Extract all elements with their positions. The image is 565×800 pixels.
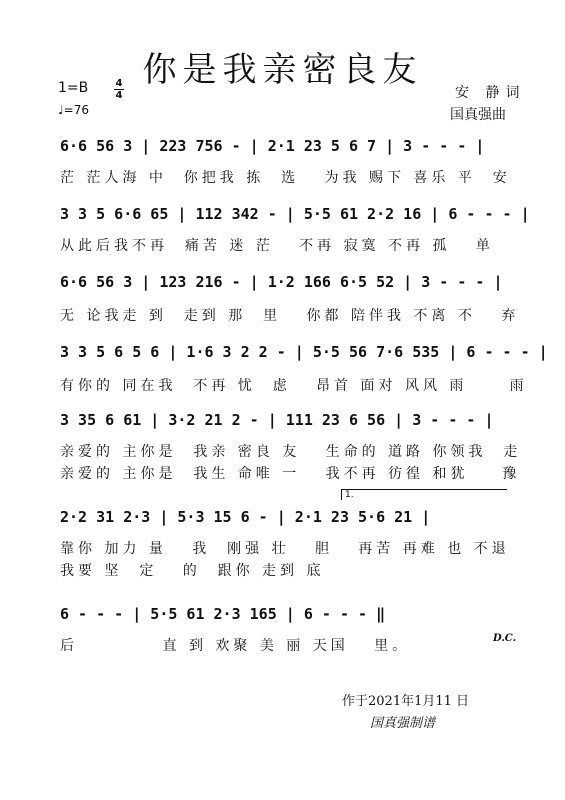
lyric-line: 后 直 到 欢聚 美 丽 天国 里。 bbox=[60, 638, 411, 654]
lyric-line: 从此后我不再 痛苦 迷 茫 不再 寂寞 不再 孤 单 bbox=[60, 238, 494, 254]
time-signature bbox=[114, 78, 124, 101]
notation-line: 6·6 56 3 | 123 216 - | 1·2 166 6·5 52 | 3 - - - | bbox=[60, 273, 503, 291]
notation-line: 3 3 5 6·6 65 | 112 342 - | 5·5 61 2·2 16 | 6 - - - | bbox=[60, 205, 530, 223]
notation-line: 3 3 5 6 5 6 | 1·6 3 2 2 - | 5·5 56 7·6 535 | 6 - - - | bbox=[60, 343, 548, 361]
time-signature-bottom: 4 bbox=[115, 90, 123, 101]
key-signature: 1=B bbox=[58, 80, 89, 96]
lyric-line-verse-1: 亲爱的 主你是 我亲 密良 友 生命的 道路 你领我 走 bbox=[60, 444, 522, 460]
notation-maker-credit: 国真强制谱 bbox=[370, 716, 436, 731]
composer-credit: 国真强曲 bbox=[450, 107, 506, 123]
composition-date: 作于2021年1月11 日 bbox=[342, 694, 470, 709]
lyricist-credit: 安 静词 bbox=[455, 85, 526, 101]
time-signature-top: 4 bbox=[115, 78, 123, 89]
notation-line: 3 35 6 61 | 3·2 21 2 - | 111 23 6 56 | 3 - - - | bbox=[60, 411, 494, 429]
lyric-line-verse-1: 靠你 加力 量 我 刚强 壮 胆 再苦 再难 也 不退 bbox=[60, 541, 510, 557]
lyric-line-verse-2: 我要 坚 定 的 跟你 走到 底 bbox=[60, 563, 325, 579]
lyric-line: 茫 茫人海 中 你把我 拣 选 为我 赐下 喜乐 平 安 bbox=[60, 170, 511, 186]
song-title: 你是我亲密良友 bbox=[142, 50, 423, 90]
notation-line: 2·2 31 2·3 | 5·3 15 6 - | 2·1 23 5·6 21 | bbox=[60, 508, 431, 526]
lyric-line-verse-2: 亲爱的 主你是 我生 命唯 一 我不再 彷徨 和犹 豫 bbox=[60, 466, 521, 482]
lyric-line: 无 论我走 到 走到 那 里 你都 陪伴我 不离 不 弃 bbox=[60, 308, 520, 324]
tempo-mark: ♩=76 bbox=[58, 103, 89, 117]
first-ending-bracket: 1. bbox=[341, 489, 507, 500]
notation-line: 6 - - - | 5·5 61 2·3 165 | 6 - - - ‖ bbox=[60, 605, 386, 623]
da-capo-mark: D.C. bbox=[493, 633, 517, 644]
lyric-line: 有你的 同在我 不再 忧 虑 昂首 面对 风风 雨 雨 bbox=[60, 378, 528, 394]
notation-line: 6·6 56 3 | 223 756 - | 2·1 23 5 6 7 | 3 - - - | bbox=[60, 137, 485, 155]
